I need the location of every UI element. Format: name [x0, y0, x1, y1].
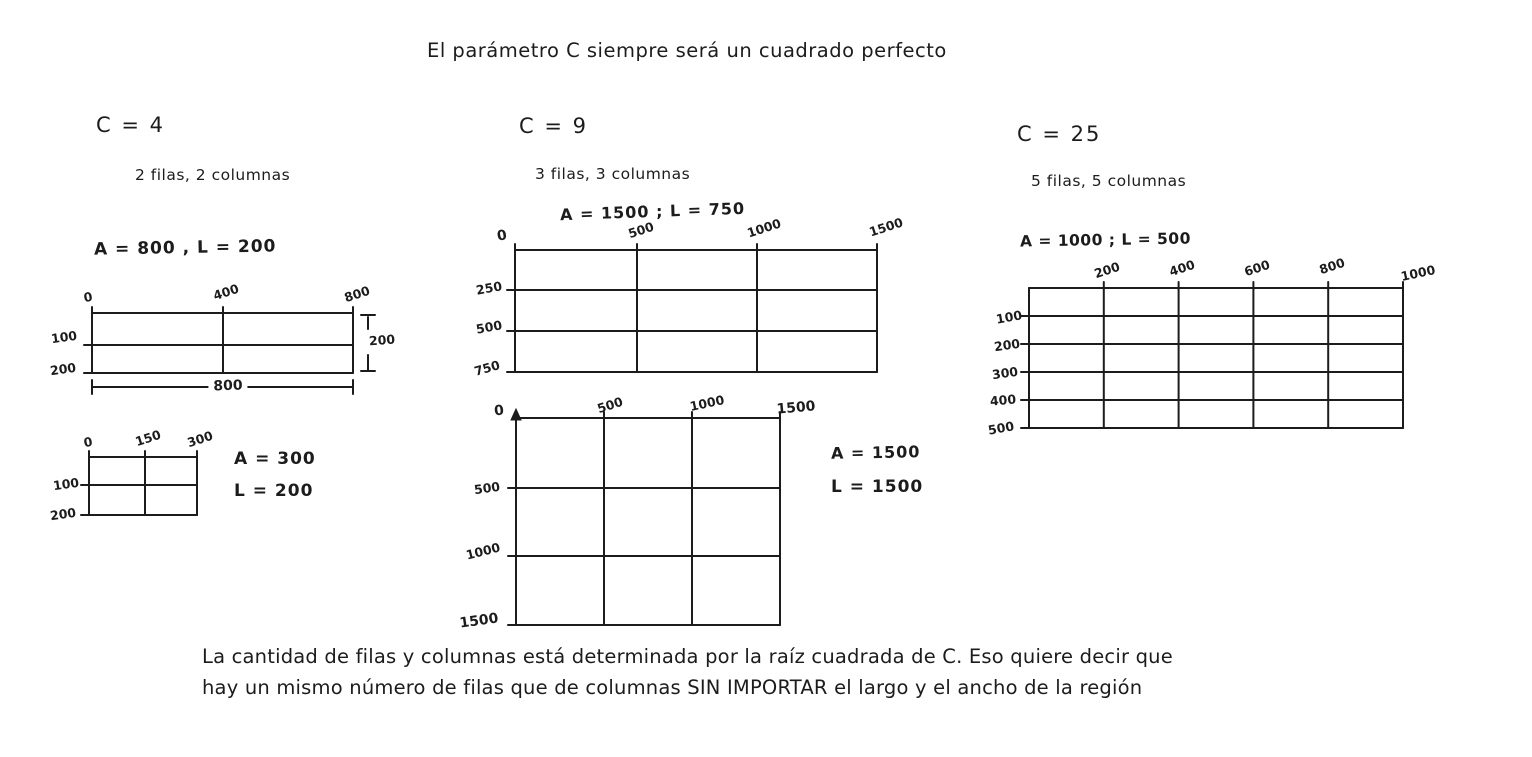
x-tick-label: 400	[211, 280, 241, 304]
footer-line-2: hay un mismo número de filas que de columnas SIN IMPORTAR el largo y el ancho de la región	[202, 676, 1143, 699]
section-subheading-c9: 3 filas, 3 columnas	[535, 165, 691, 183]
grid-c9-square-svg	[503, 408, 813, 638]
section-subheading-c4: 2 filas, 2 columnas	[135, 166, 291, 184]
y-tick-label: 100	[52, 474, 80, 494]
grid-caption-a1500: A = 1500	[830, 442, 921, 463]
x-tick-label: 0	[82, 288, 94, 306]
x-tick-label: 1500	[867, 214, 905, 240]
x-tick-label: 1000	[688, 392, 726, 414]
x-tick-label: 1000	[1399, 262, 1437, 284]
x-tick-label: 500	[595, 393, 625, 417]
x-tick-label: 0	[493, 402, 505, 420]
grid-caption-l1500: L = 1500	[831, 477, 924, 497]
grid-caption-a300: A = 300	[234, 449, 316, 469]
y-tick-label: 100	[994, 307, 1024, 327]
grid-c9-wide-svg	[503, 242, 893, 382]
x-tick-label: 0	[495, 227, 509, 245]
y-tick-label: 200	[49, 359, 77, 379]
y-tick-label: 750	[472, 357, 502, 379]
y-tick-label: 200	[993, 335, 1021, 355]
section-heading-c25: C = 25	[1017, 122, 1102, 146]
section-heading-c4: C = 4	[96, 113, 165, 137]
y-tick-label: 100	[50, 327, 78, 347]
grid-caption-l200: L = 200	[234, 481, 314, 501]
x-tick-label: 0	[82, 433, 94, 451]
y-tick-label: 500	[474, 317, 504, 337]
y-tick-label: 400	[989, 391, 1017, 409]
x-tick-label: 1500	[775, 398, 817, 418]
section-heading-c9: C = 9	[519, 114, 588, 138]
height-dimension-label: 200	[368, 331, 396, 349]
x-tick-label: 800	[1317, 254, 1347, 278]
x-tick-label: 300	[185, 427, 215, 451]
page-title: El parámetro C siempre será un cuadrado perfecto	[427, 39, 947, 62]
y-tick-label: 250	[474, 278, 504, 298]
x-tick-label: 150	[133, 426, 163, 450]
grid-caption-a1000-l500: A = 1000 ; L = 500	[1019, 229, 1192, 251]
grid-caption-a800-l200: A = 800 , L = 200	[93, 236, 277, 260]
footer-line-1: La cantidad de filas y columnas está determinada por la raíz cuadrada de C. Eso quiere decir que	[202, 645, 1173, 668]
x-tick-label: 500	[626, 218, 656, 242]
y-tick-label: 1500	[458, 610, 500, 632]
axis-arrow-icon	[511, 409, 521, 420]
x-tick-label: 1000	[745, 215, 783, 241]
y-tick-label: 200	[49, 504, 77, 524]
x-tick-label: 400	[1167, 256, 1197, 280]
y-tick-label: 1000	[464, 539, 502, 563]
y-tick-label: 300	[991, 363, 1019, 383]
width-dimension-label: 800	[208, 377, 248, 394]
grid-c25-svg	[1013, 272, 1433, 442]
x-tick-label: 200	[1092, 258, 1122, 282]
x-tick-label: 600	[1242, 256, 1272, 280]
y-tick-label: 500	[473, 478, 501, 498]
y-tick-label: 500	[986, 418, 1016, 438]
grid-c4-small-svg	[76, 442, 226, 527]
section-subheading-c25: 5 filas, 5 columnas	[1031, 172, 1187, 190]
x-tick-label: 800	[342, 282, 372, 306]
grid-caption-a1500-l750: A = 1500 ; L = 750	[559, 198, 746, 225]
